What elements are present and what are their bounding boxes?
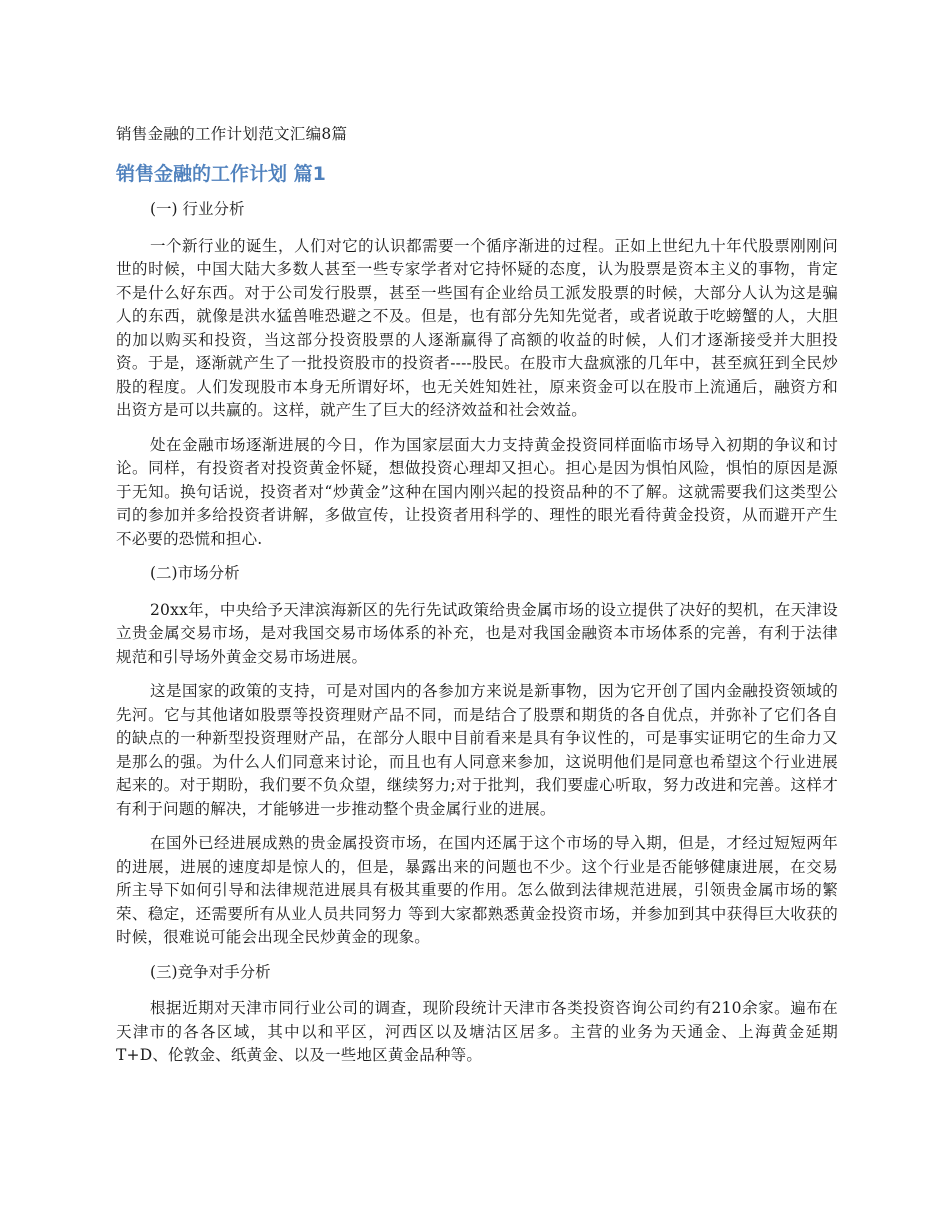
subheading-industry-analysis: (一) 行业分析: [150, 200, 245, 218]
paragraph: 这是国家的政策的支持，可是对国内的各参加方来说是新事物，因为它开创了国内金融投资领域的先河。它与其他诸如股票等投资理财产品不同，而是结合了股票和期货的各自优点，并弥补了它们各自的缺点的一种新型投资理财产品，在部分人眼中目前看来是具有争议性的，可是事实证明它的生命力又是那么的强。为什么人们同意来讨论，而且也有人同意来参加，这说明他们是同意也希望这个行业进展起来的。对于期盼，我们要不负众望，继续努力;对于批判，我们要虚心听取，努力改进和完善。这样才有利于问题的解决，才能够进一步推动整个贵金属行业的进展。: [116, 682, 838, 818]
section-heading: 销售金融的工作计划 篇1: [116, 163, 326, 185]
paragraph: 根据近期对天津市同行业公司的调查，现阶段统计天津市各类投资咨询公司约有210余家。遍布在天津市的各各区域，其中以和平区，河西区以及塘沽区居多。主营的业务为天通金、上海黄金延期T+D、伦敦金、纸黄金、以及一些地区黄金品种等。: [116, 999, 838, 1064]
paragraph: 一个新行业的诞生，人们对它的认识都需要一个循序渐进的过程。正如上世纪九十年代股票刚刚问世的时候，中国大陆大多数人甚至一些专家学者对它持怀疑的态度，认为股票是资本主义的事物，肯定不是什么好东西。对于公司发行股票，甚至一些国有企业给员工派发股票的时候，大部分人认为这是骗人的东西，就像是洪水猛兽唯恐避之不及。但是，也有部分先知先觉者，或者说敢于吃螃蟹的人，大胆的加以购买和投资，当这部分投资股票的人逐渐赢得了高额的收益的时候，人们才逐渐接受并大胆投资。于是，逐渐就产生了一批投资股市的投资者----股民。在股市大盘疯涨的几年中，甚至疯狂到全民炒股的程度。人们发现股市本身无所谓好坏，也无关姓知姓社，原来资金可以在股市上流通后，融资方和出资方是可以共赢的。这样，就产生了巨大的经济效益和社会效益。: [116, 236, 838, 419]
document-title: 销售金融的工作计划范文汇编8篇: [116, 125, 348, 143]
paragraph: 处在金融市场逐渐进展的今日，作为国家层面大力支持黄金投资同样面临市场导入初期的争议和讨论。同样，有投资者对投资黄金怀疑，想做投资心理却又担心。担心是因为惧怕风险，惧怕的原因是源于无知。换句话说，投资者对“炒黄金”这种在国内刚兴起的投资品种的不了解。这就需要我们这类型公司的参加并多给投资者讲解，多做宣传，让投资者用科学的、理性的眼光看待黄金投资，从而避开产生不必要的恐慌和担心.: [116, 435, 838, 548]
subheading-competitor-analysis: (三)竞争对手分析: [150, 962, 271, 981]
paragraph: 在国外已经进展成熟的贵金属投资市场，在国内还属于这个市场的导入期，但是，才经过短短两年的进展，进展的速度却是惊人的，但是，暴露出来的问题也不少。这个行业是否能够健康进展，在交易所主导下如何引导和法律规范进展具有极其重要的作用。怎么做到法律规范进展，引领贵金属市场的繁荣、稳定，还需要所有从业人员共同努力 等到大家都熟悉黄金投资市场，并参加到其中获得巨大收获的时候，很难说可能会出现全民炒黄金的现象。: [116, 834, 838, 946]
document-page: [116, 122, 838, 1079]
paragraph: 20xx年，中央给予天津滨海新区的先行先试政策给贵金属市场的设立提供了决好的契机，在天津设立贵金属交易市场，是对我国交易市场体系的补充，也是对我国金融资本市场体系的完善，有利于法律规范和引导场外黄金交易市场进展。: [116, 600, 838, 666]
subheading-market-analysis: (二)市场分析: [150, 564, 240, 582]
